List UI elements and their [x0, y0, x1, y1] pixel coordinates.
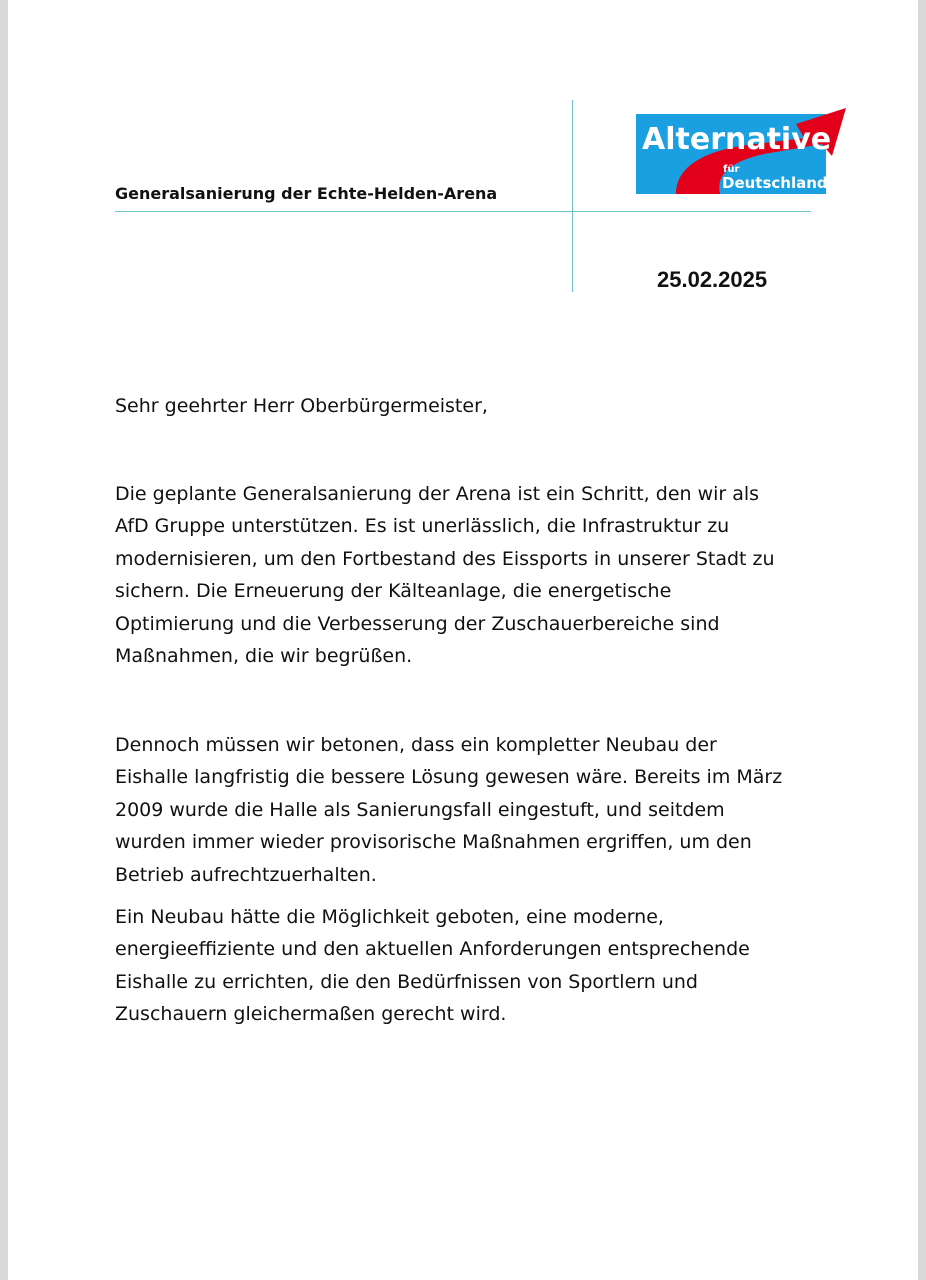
paragraph-line: 2009 wurde die Halle als Sanierungsfall eingestuft, und seitdem — [115, 798, 725, 821]
paragraph-line: wurden immer wieder provisorische Maßnahmen ergriffen, um den — [115, 831, 752, 854]
paragraph-line: Eishalle langfristig die bessere Lösung gewesen wäre. Bereits im März — [115, 766, 783, 789]
header-horizontal-rule — [115, 211, 811, 212]
paragraph-line: Zuschauern gleichermaßen gerecht wird. — [115, 1003, 507, 1026]
salutation: Sehr geehrter Herr Oberbürgermeister, — [115, 395, 488, 417]
paragraph-1 — [115, 478, 815, 672]
paragraph-line: Eishalle zu errichten, die den Bedürfnissen von Sportlern und — [115, 970, 698, 993]
paragraph-line: sichern. Die Erneuerung der Kälteanlage, die energetische — [115, 580, 672, 603]
paragraph-line: AfD Gruppe unterstützen. Es ist unerlässlich, die Infrastruktur zu — [115, 515, 730, 538]
letter-subject: Generalsanierung der Echte-Helden-Arena — [115, 184, 498, 203]
logo-word-main: Alternative — [642, 122, 832, 157]
paragraph-line: Maßnahmen, die wir begrüßen. — [115, 645, 413, 668]
afd-logo — [636, 104, 854, 196]
document-page — [8, 0, 918, 1280]
header-vertical-rule — [572, 100, 573, 292]
paragraph-line: Dennoch müssen wir betonen, dass ein kompletter Neubau der — [115, 734, 717, 756]
paragraph-line: Ein Neubau hätte die Möglichkeit geboten, eine moderne, — [115, 906, 664, 928]
paragraph-line: energieeffiziente und den aktuellen Anforderungen entsprechende — [115, 938, 750, 961]
paragraph-line: Betrieb aufrechtzuerhalten. — [115, 863, 377, 886]
paragraph-2 — [115, 729, 815, 891]
paragraph-3 — [115, 901, 815, 1031]
logo-word-country: Deutschland — [722, 174, 828, 192]
paragraph-line: Die geplante Generalsanierung der Arena ist ein Schritt, den wir als — [115, 483, 760, 505]
logo-word-fuer: für — [723, 164, 740, 175]
letter-date: 25.02.2025 — [657, 267, 768, 292]
paragraph-line: Optimierung und die Verbesserung der Zuschauerbereiche sind — [115, 612, 720, 635]
paragraph-line: modernisieren, um den Fortbestand des Eissports in unserer Stadt zu — [115, 547, 775, 570]
